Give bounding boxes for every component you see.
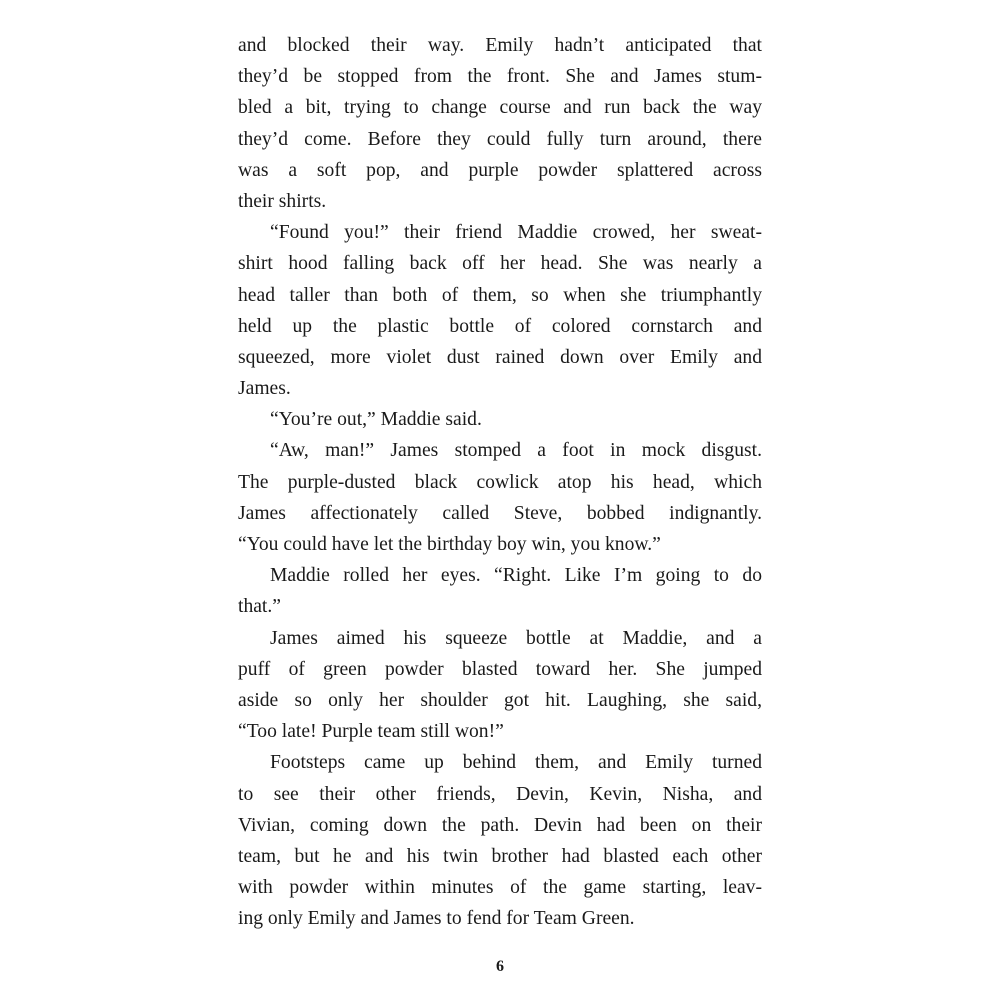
text-line: was a soft pop, and purple powder splattered across: [238, 159, 762, 181]
text-line: puff of green powder blasted toward her. She jumped: [238, 658, 762, 680]
text-line: “Too late! Purple team still won!”: [238, 721, 504, 743]
text-line: team, but he and his twin brother had blasted each other: [238, 845, 762, 867]
paragraph: [238, 560, 762, 622]
body-text: [238, 30, 762, 934]
text-line: James.: [238, 378, 291, 400]
text-line: “You’re out,” Maddie said.: [270, 409, 482, 431]
paragraph: [238, 747, 762, 934]
text-line: head taller than both of them, so when she triumphantly: [238, 284, 762, 306]
text-line: Vivian, coming down the path. Devin had been on their: [238, 814, 762, 836]
text-line: their shirts.: [238, 190, 327, 212]
text-line: “Aw, man!” James stomped a foot in mock disgust.: [270, 440, 762, 462]
text-line: with powder within minutes of the game starting, leav-: [238, 877, 762, 899]
text-line: James aimed his squeeze bottle at Maddie, and a: [270, 627, 762, 649]
text-line: they’d be stopped from the front. She and James stum-: [238, 66, 762, 88]
text-line: “You could have let the birthday boy win, you know.”: [238, 534, 661, 555]
paragraph: [238, 435, 762, 560]
text-line: The purple-dusted black cowlick atop his head, which: [238, 471, 762, 493]
text-line: ing only Emily and James to fend for Team Green.: [238, 908, 635, 930]
text-line: held up the plastic bottle of colored cornstarch and: [238, 315, 762, 337]
text-line: bled a bit, trying to change course and run back the way: [238, 97, 762, 119]
text-line: shirt hood falling back off her head. She was nearly a: [238, 253, 762, 275]
text-line: squeezed, more violet dust rained down over Emily and: [238, 346, 762, 368]
paragraph: [238, 217, 762, 404]
text-line: to see their other friends, Devin, Kevin, Nisha, and: [238, 783, 762, 805]
text-line: Maddie rolled her eyes. “Right. Like I’m going to do: [270, 565, 762, 587]
paragraph: [238, 30, 762, 217]
text-line: aside so only her shoulder got hit. Laughing, she said,: [238, 689, 762, 711]
text-line: “Found you!” their friend Maddie crowed, her sweat-: [270, 222, 762, 244]
text-line: and blocked their way. Emily hadn’t anticipated that: [238, 35, 762, 56]
page-number: 6: [496, 958, 504, 975]
text-line: that.”: [238, 596, 281, 618]
text-line: James affectionately called Steve, bobbed indignantly.: [238, 502, 762, 524]
text-line: Footsteps came up behind them, and Emily turned: [270, 752, 762, 774]
paragraph: [238, 404, 762, 435]
text-line: they’d come. Before they could fully turn around, there: [238, 128, 762, 150]
paragraph: [238, 623, 762, 748]
